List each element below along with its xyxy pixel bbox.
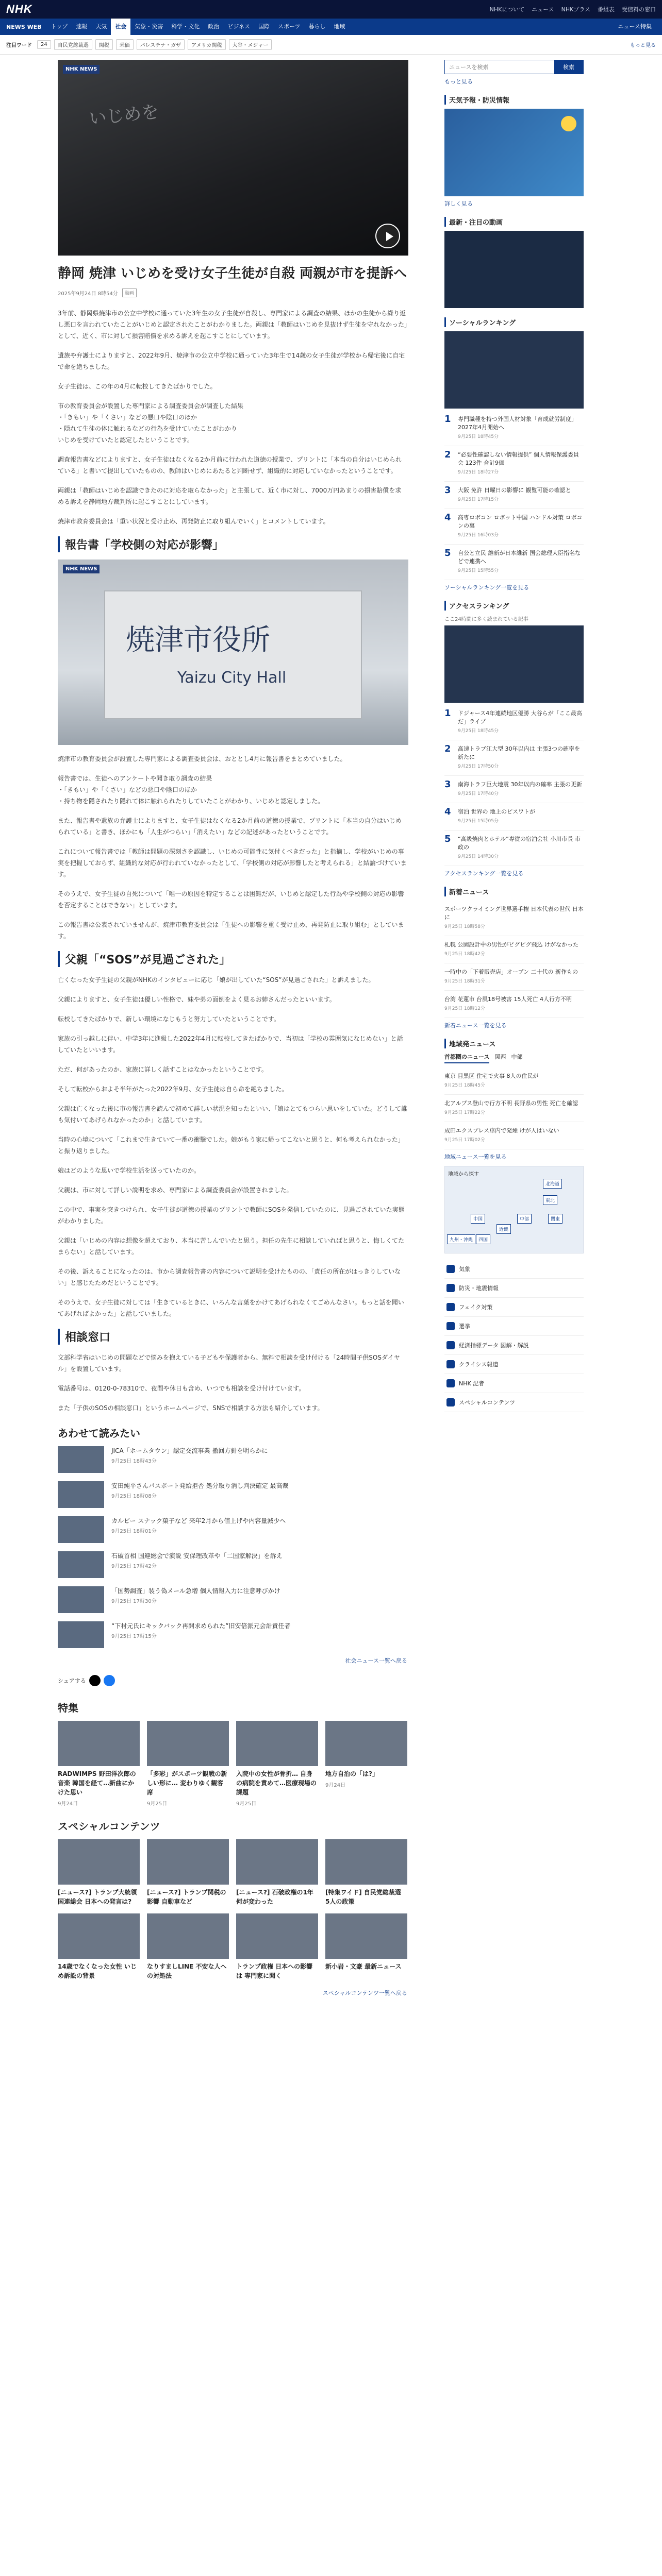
special-card[interactable] bbox=[58, 1839, 140, 1906]
news-item[interactable] bbox=[444, 936, 584, 963]
menu-icon bbox=[446, 1341, 455, 1349]
related-item[interactable] bbox=[58, 1551, 407, 1578]
tag[interactable]: パレスチナ・ガザ bbox=[137, 39, 185, 50]
ranking-date: 9月25日 18時45分 bbox=[458, 728, 499, 734]
rank-number: 5 bbox=[444, 548, 451, 558]
search-more-link[interactable]: もっと見る bbox=[444, 78, 473, 85]
feature-title: 「多彩」がスポーツ観戦の新しい形に… 変わりゆく観客席 bbox=[147, 1770, 227, 1796]
city-hall-photo bbox=[58, 560, 408, 745]
special-card[interactable] bbox=[325, 1913, 407, 1980]
rank-number: 5 bbox=[444, 834, 451, 844]
feature-image bbox=[236, 1721, 318, 1766]
related-item-date: 9月25日 18時43分 bbox=[111, 1459, 157, 1464]
menu-item[interactable] bbox=[444, 1317, 584, 1336]
feature-image bbox=[325, 1721, 407, 1766]
weather-title: 天気予報・防災情報 bbox=[444, 95, 584, 105]
local-news-title: 地域発ニュース bbox=[444, 1039, 584, 1048]
tag[interactable]: 大谷・メジャー bbox=[229, 39, 272, 50]
menu-label: 防災・地震情報 bbox=[459, 1285, 499, 1292]
special-card-title: [ニュース?] トランプ関税の影響 自動車など bbox=[147, 1889, 226, 1905]
hero-scrawl-text: いじめを bbox=[88, 101, 160, 129]
share-label: シェアする bbox=[58, 1677, 86, 1684]
search-input[interactable] bbox=[445, 60, 554, 74]
trending-tags bbox=[0, 35, 662, 55]
ranking-date: 9月25日 16時03分 bbox=[458, 533, 499, 538]
menu-icon bbox=[446, 1303, 455, 1311]
news-title: 札幌 公園設計中の男性がピグピグ飛込 けがなかった bbox=[444, 941, 578, 948]
paragraph: この報告書は公表されていませんが、焼津市教育委員会は「生徒への影響を重く受け止め、再発防止に取り組む」としています。 bbox=[58, 921, 404, 940]
news-item[interactable] bbox=[444, 1095, 584, 1122]
nhk-news-badge: NHK NEWS bbox=[63, 65, 100, 74]
ranking-date: 9月25日 14時30分 bbox=[458, 854, 499, 859]
section-heading: 報告書「学校側の対応が影響」 bbox=[58, 536, 407, 552]
nav-item[interactable]: 国際 bbox=[258, 23, 270, 30]
ranking-item[interactable] bbox=[444, 740, 584, 776]
news-title: 台湾 花蓮市 台風18号被害 15人死亡 4人行方不明 bbox=[444, 996, 572, 1003]
article-date: 2025年9月24日 8時54分 bbox=[58, 291, 118, 297]
ranking-image[interactable] bbox=[444, 331, 584, 409]
article-title: 静岡 焼津 いじめを受け女子生徒が自殺 両親が市を提訴へ bbox=[58, 266, 407, 281]
paragraph: 転校してきたばかりで、新しい環境になじもうと努力していたということです。 bbox=[58, 1015, 280, 1023]
menu-item[interactable] bbox=[444, 1260, 584, 1279]
tags-label: 注目ワード bbox=[6, 43, 32, 48]
paragraph: また「子供のSOSの相談窓口」というホームページで、SNSで相談する方法も紹介しています。 bbox=[58, 1404, 324, 1412]
special-image bbox=[236, 1913, 318, 1959]
related-item-date: 9月25日 18時08分 bbox=[111, 1494, 157, 1499]
ranking-title: 自公と立民 維新が日本維新 国会総理大臣指名などで連携へ bbox=[458, 550, 581, 565]
ranking-item[interactable] bbox=[444, 803, 584, 831]
paragraph: 調査報告書などによりますと、女子生徒はなくなる2か月前に行われた道徳の授業で、プリントに「本当の自分はいじめられている」と書いて提出していたものの、教師はいじめにあたると判断せず、組織的に対応していなかったということです。 bbox=[58, 456, 402, 474]
nav-item[interactable]: 気象・災害 bbox=[135, 23, 163, 30]
special-image bbox=[147, 1913, 229, 1959]
ranking-date: 9月25日 15時55分 bbox=[458, 568, 499, 573]
social-ranking-more[interactable]: ソーシャルランキング一覧を見る bbox=[444, 584, 529, 591]
related-item-title: 「国勢調査」装う偽メール急増 個人情報入力に注意呼びかけ bbox=[111, 1587, 280, 1595]
special-card-title: 新小岩・文豪 最新ニュース bbox=[325, 1963, 402, 1970]
ranking-item[interactable] bbox=[444, 482, 584, 509]
service-menu bbox=[444, 1260, 584, 1412]
play-icon[interactable] bbox=[375, 224, 400, 248]
weather-link[interactable]: 詳しく見る bbox=[444, 200, 473, 207]
paragraph: 文部科学省はいじめの問題などで悩みを抱えている子どもや保護者から、無料で相談を受け付ける「24時間子供SOSダイヤル」を設置しています。 bbox=[58, 1354, 400, 1372]
ranking-title: 南海トラフ巨大地震 30年以内の確率 主張の更新 bbox=[458, 781, 582, 788]
special-card[interactable] bbox=[147, 1913, 229, 1980]
special-card-title: トランプ政権 日本への影響は 専門家に聞く bbox=[236, 1963, 313, 1979]
news-item[interactable] bbox=[444, 1067, 584, 1095]
special-card-title: 14歳でなくなった女性 いじめ訴訟の背景 bbox=[58, 1963, 137, 1979]
feature-date: 9月25日 bbox=[147, 1801, 168, 1807]
paragraph: 電話番号は、0120-0-78310で、夜間や休日も含め、いつでも相談を受け付けています。 bbox=[58, 1385, 305, 1392]
ranking-item[interactable] bbox=[444, 776, 584, 803]
tag[interactable]: アメリカ関税 bbox=[188, 39, 225, 50]
region-button[interactable]: 北海道 bbox=[543, 1179, 562, 1189]
menu-label: 気象 bbox=[459, 1266, 470, 1273]
related-item-date: 9月25日 17時15分 bbox=[111, 1634, 157, 1639]
article-column bbox=[6, 55, 424, 2007]
top-nav-item[interactable]: 受信料の窓口 bbox=[622, 6, 656, 13]
news-date: 9月25日 18時42分 bbox=[444, 952, 485, 957]
nav-item[interactable]: 科学・文化 bbox=[171, 23, 200, 30]
region-button[interactable]: 東北 bbox=[543, 1195, 557, 1205]
paragraph: 遺族や弁護士によりますと、2022年9月、焼津市の公立中学校に通っていた3年生で14歳の女子生徒が学校から帰宅後に自宅で命を絶ちました。 bbox=[58, 352, 405, 370]
feature-image bbox=[58, 1721, 140, 1766]
related-item-date: 9月25日 18時01分 bbox=[111, 1529, 157, 1534]
access-ranking-title: アクセスランキング bbox=[444, 601, 584, 611]
nav-item[interactable]: スポーツ bbox=[277, 23, 301, 30]
paragraph: ただ、何があったのか、家族に詳しく話すことはなかったということです。 bbox=[58, 1066, 268, 1073]
news-title: 北アルプス登山で行方不明 長野県の男性 死亡を確認 bbox=[444, 1100, 578, 1107]
region-button[interactable]: 関東 bbox=[548, 1214, 562, 1224]
region-button[interactable]: 九州・沖縄 bbox=[447, 1234, 475, 1244]
ranking-date: 9月25日 18時27分 bbox=[458, 470, 499, 475]
menu-label: 経済指標データ 図解・解説 bbox=[459, 1342, 529, 1349]
related-item-date: 9月25日 17時42分 bbox=[111, 1564, 157, 1569]
menu-label: フェイク対策 bbox=[459, 1304, 493, 1311]
related-item-title: 安田純平さんパスポート発給拒否 処分取り消し判決確定 最高裁 bbox=[111, 1482, 289, 1489]
live-title: 最新・注目の動画 bbox=[444, 217, 584, 227]
menu-item[interactable] bbox=[444, 1393, 584, 1412]
paragraph: これについて報告書では「教師は問題の深刻さを認識し、いじめの可能性に気付くべきだった」と指摘し、学校がいじめの事実を把握しておらず、組織的な対応が行われていなかったとして、「学校側の対応が影響したと考えられる」と結論づけています。 bbox=[58, 848, 407, 878]
feature-title: 地方自治の「は?」 bbox=[325, 1770, 378, 1777]
thumbnail bbox=[58, 1586, 104, 1613]
ranking-date: 9月25日 17時50分 bbox=[458, 764, 499, 769]
special-image bbox=[58, 1839, 140, 1885]
news-title: スポーツクライミング世界選手権 日本代表の世代 日本に bbox=[444, 906, 584, 921]
thumbnail bbox=[58, 1481, 104, 1508]
menu-item[interactable] bbox=[444, 1336, 584, 1355]
paragraph: 当時の心境について「これまで生きていて一番の衝撃でした。娘がもう家に帰ってこないと思うと、何も考えられなかった」と振り返りました。 bbox=[58, 1136, 404, 1155]
feature-date: 9月25日 bbox=[236, 1801, 257, 1807]
menu-icon bbox=[446, 1360, 455, 1368]
ranking-image[interactable] bbox=[444, 625, 584, 703]
tab-local[interactable]: 首都圏のニュース bbox=[444, 1053, 489, 1063]
x-icon[interactable] bbox=[89, 1675, 101, 1686]
ranking-item[interactable] bbox=[444, 545, 584, 580]
live-video[interactable] bbox=[444, 231, 584, 308]
news-date: 9月25日 17時02分 bbox=[444, 1138, 485, 1143]
ranking-title: “必要性確認しない情報提供” 個人情報保護委員会 123件 合計9億 bbox=[458, 451, 579, 466]
paragraph: 3年前、静岡県焼津市の公立中学校に通っていた3年生の女子生徒が自殺し、専門家による調査の結果、ほかの生徒から繰り返し悪口を言われていたことがいじめと認定されたことがわかりました。両親は「教師はいじめを見抜けず生徒を守れなかった」として、近く、市に対して損害賠償を求める訴えを起こすことにしています。 bbox=[58, 310, 408, 340]
news-web-brand[interactable]: NEWS WEB bbox=[6, 23, 42, 30]
sun-icon bbox=[561, 116, 576, 131]
paragraph: 父親は亡くなった後に市の報告書を読んで初めて詳しい状況を知ったといい、「娘はとてもつらい思いをしていた。どうして誰も気付いてあげられなかったのか」と話しています。 bbox=[58, 1105, 408, 1124]
ranking-title: 高専ロボコン ロボット中国 ハンドル対策 ロボコンの裏 bbox=[458, 514, 583, 529]
video-badge: 動画 bbox=[122, 289, 137, 297]
paragraph: 父親は、市に対して詳しい説明を求め、専門家による調査委員会が設置されました。 bbox=[58, 1187, 293, 1194]
menu-item[interactable] bbox=[444, 1355, 584, 1374]
special-image bbox=[325, 1913, 407, 1959]
local-news-more[interactable]: 地域ニュース一覧を見る bbox=[444, 1154, 507, 1160]
ranking-title: “高級焼肉とホテル”専従の宿泊会社 小川市長 市政の bbox=[458, 836, 581, 851]
nav-item[interactable]: 天気 bbox=[95, 23, 107, 30]
paragraph: 報告書では、生徒へのアンケートや聞き取り調査の結果 ・「きもい」や「くさい」などの悪口や陰口のほか ・持ち物を隠されたり隠れて体に触れられたりしていたことがわかり、いじめと認定しました。 bbox=[58, 775, 324, 805]
features-title: 特集 bbox=[58, 1702, 78, 1714]
tag[interactable]: 米価 bbox=[116, 39, 134, 50]
feature-card[interactable] bbox=[58, 1721, 140, 1807]
special-card[interactable] bbox=[236, 1839, 318, 1906]
special-card[interactable] bbox=[236, 1913, 318, 1980]
thumbnail bbox=[58, 1621, 104, 1648]
special-image bbox=[236, 1839, 318, 1885]
news-title: 東京 目黒区 住宅で火事 8人の住民が bbox=[444, 1073, 539, 1079]
news-date: 9月25日 18時31分 bbox=[444, 979, 485, 984]
thumbnail bbox=[58, 1446, 104, 1473]
share-bar bbox=[58, 1675, 407, 1686]
related-item[interactable] bbox=[58, 1481, 407, 1508]
access-ranking-more[interactable]: アクセスランキング一覧を見る bbox=[444, 870, 524, 877]
rank-number: 1 bbox=[444, 708, 451, 719]
news-item[interactable] bbox=[444, 901, 584, 936]
rank-number: 4 bbox=[444, 512, 451, 523]
signboard-jp: 焼津市役所 bbox=[126, 623, 270, 657]
news-item[interactable] bbox=[444, 1122, 584, 1149]
news-item[interactable] bbox=[444, 991, 584, 1018]
special-card-title: [ニュース?] トランプ大統領 国連総会 日本への発言は? bbox=[58, 1889, 137, 1905]
menu-icon bbox=[446, 1322, 455, 1330]
rank-number: 3 bbox=[444, 485, 451, 496]
news-date: 9月25日 18時58分 bbox=[444, 924, 485, 929]
ranking-title: 大阪 免許 日曜日の影響に 観覧可能の確認と bbox=[458, 487, 571, 494]
related-item-title: 石破首相 国連総会で演説 安保理改革や「二国家解決」を訴え bbox=[111, 1552, 283, 1560]
menu-icon bbox=[446, 1379, 455, 1387]
paragraph: この中で、事実を突きつけられ、女子生徒が道徳の授業のプリントで教師にSOSを発信していたのに、見過ごされていた実態がわかりました。 bbox=[58, 1206, 405, 1225]
rank-number: 1 bbox=[444, 414, 451, 425]
region-map bbox=[444, 1166, 584, 1253]
feature-title: 入院中の女性が骨折… 自身の病院を責めて…医療現場の課題 bbox=[236, 1770, 317, 1796]
news-date: 9月25日 18時45分 bbox=[444, 1083, 485, 1088]
special-card[interactable] bbox=[325, 1839, 407, 1906]
region-button[interactable]: 中部 bbox=[517, 1214, 532, 1224]
paragraph: 市の教育委員会が設置した専門家による調査委員会が調査した結果 ・「きもい」や「くさい」などの悪口や陰口のほか ・隠れて生徒の体に触れるなどの行為を受けていたことがわかり いじめを受けていたと認定したということです。 bbox=[58, 402, 244, 444]
ranking-title: 高速トラブ江大型 30年以内は 主張3つの確率を新たに bbox=[458, 745, 580, 760]
related-item[interactable] bbox=[58, 1446, 407, 1473]
menu-label: NHK 記者 bbox=[459, 1380, 485, 1387]
local-news-list bbox=[444, 1067, 584, 1149]
tags-more-link[interactable]: もっと見る bbox=[630, 43, 656, 48]
hero-video[interactable] bbox=[58, 60, 408, 256]
news-date: 9月25日 18時12分 bbox=[444, 1006, 485, 1011]
menu-label: 選挙 bbox=[459, 1323, 470, 1330]
feature-date: 9月24日 bbox=[58, 1801, 78, 1807]
related-item[interactable] bbox=[58, 1516, 407, 1543]
related-item-title: JICA「ホームタウン」認定交流事業 撤回方針を明らかに bbox=[111, 1447, 268, 1454]
search-box bbox=[444, 60, 584, 74]
special-image bbox=[325, 1839, 407, 1885]
menu-label: クライシス報道 bbox=[459, 1361, 499, 1368]
related-item[interactable] bbox=[58, 1586, 407, 1613]
thumbnail bbox=[58, 1516, 104, 1543]
article-body bbox=[58, 308, 407, 1414]
paragraph: 亡くなった女子生徒の父親がNHKのインタビューに応じ「娘が出していた“SOS”が見過ごされた」と訴えました。 bbox=[58, 976, 375, 984]
signboard bbox=[104, 590, 362, 719]
region-button[interactable]: 中国 bbox=[471, 1214, 485, 1224]
tag[interactable]: 24 bbox=[37, 40, 51, 49]
special-image bbox=[58, 1913, 140, 1959]
ranking-item[interactable] bbox=[444, 411, 584, 446]
article-meta bbox=[58, 289, 407, 297]
local-tabs bbox=[444, 1053, 584, 1063]
news-title: 一時中の「下着販売店」オープン 二十代の 新作もの bbox=[444, 969, 578, 975]
facebook-icon[interactable] bbox=[104, 1675, 115, 1686]
top-nav bbox=[490, 5, 656, 13]
access-ranking-sub: ここ24時間に多く読まれている記事 bbox=[444, 617, 528, 622]
special-card-title: [特集ワイド] 自民党総裁選 5人の政策 bbox=[325, 1889, 401, 1905]
menu-item[interactable] bbox=[444, 1298, 584, 1317]
ranking-item[interactable] bbox=[444, 705, 584, 740]
region-button[interactable]: 近畿 bbox=[496, 1224, 511, 1234]
paragraph: その後、訴えることになったのは、市から調査報告書の内容について説明を受けたものの、「責任の所在がはっきりしていない」と感じたためだということです。 bbox=[58, 1268, 401, 1286]
social-ranking-title: ソーシャルランキング bbox=[444, 317, 584, 327]
nav-item[interactable]: 地域 bbox=[334, 23, 345, 30]
section-heading: 父親「“SOS”が見過ごされた」 bbox=[58, 951, 407, 967]
feature-card[interactable] bbox=[236, 1721, 318, 1807]
feature-title: RADWIMPS 野田洋次郎の音楽 韓国を経て…新曲にかけた思い bbox=[58, 1770, 136, 1796]
paragraph: 両親は「教師はいじめを認識できたのに対応を取らなかった」と主張して、近く市に対し、7000万円あまりの損害賠償を求める訴えを静岡地方裁判所に起こすことにしています。 bbox=[58, 487, 402, 505]
paragraph: 父親によりますと、女子生徒は優しい性格で、妹や弟の面倒をよく見るお姉さんだったといいます。 bbox=[58, 996, 336, 1003]
feature-card[interactable] bbox=[325, 1721, 407, 1807]
feature-card[interactable] bbox=[147, 1721, 229, 1807]
map-title: 地域から探す bbox=[448, 1172, 479, 1177]
ranking-item[interactable] bbox=[444, 446, 584, 482]
rank-number: 3 bbox=[444, 779, 451, 790]
search-button[interactable]: 検索 bbox=[554, 60, 583, 74]
menu-item[interactable] bbox=[444, 1279, 584, 1298]
weather-map[interactable] bbox=[444, 109, 584, 196]
ranking-item[interactable] bbox=[444, 831, 584, 866]
paragraph: 父親は「いじめの内容は想像を超えており、本当に苦しんでいたと思う。担任の先生に相談していればと思うと、悔しくてたまらない」と話しています。 bbox=[58, 1237, 405, 1256]
new-news-list bbox=[444, 901, 584, 1018]
new-news-more[interactable]: 新着ニュース一覧を見る bbox=[444, 1022, 507, 1029]
tab-local[interactable]: 中部 bbox=[511, 1054, 523, 1060]
special-card-title: [ニュース?] 石破政権の1年 何が変わった bbox=[236, 1889, 313, 1905]
paragraph: そのうえで、女子生徒の自死について「唯一の原因を特定することは困難だが、いじめと認定した行為や学校側の対応の影響を否定することはできない」としています。 bbox=[58, 890, 404, 909]
rank-number: 2 bbox=[444, 449, 451, 460]
back-to-list-link[interactable]: 社会ニュース一覧へ戻る bbox=[345, 1657, 407, 1664]
special-more-link[interactable]: スペシャルコンテンツ一覧へ戻る bbox=[322, 1990, 407, 1996]
special-image bbox=[147, 1839, 229, 1885]
ranking-title: 宿泊 世界の 地上のピスワトが bbox=[458, 808, 535, 815]
access-ranking-list bbox=[444, 705, 584, 866]
news-title: 成田エクスプレス車内で発煙 けが人はいない bbox=[444, 1127, 559, 1134]
special-card-title: なりすましLINE 不安な人への対処法 bbox=[147, 1963, 227, 1979]
tag[interactable]: 関税 bbox=[95, 39, 113, 50]
paragraph: 焼津市の教育委員会が設置した専門家による調査委員会は、おととし4月に報告書をまとめていました。 bbox=[58, 755, 346, 762]
related-item-title: カルビー スナック菓子など 来年2月から値上げや内容量減少へ bbox=[111, 1517, 286, 1524]
features-grid bbox=[58, 1721, 407, 1807]
section-heading: 相談窓口 bbox=[58, 1329, 407, 1345]
special-title: スペシャルコンテンツ bbox=[58, 1820, 160, 1833]
special-card[interactable] bbox=[58, 1913, 140, 1980]
nav-item[interactable]: 暮らし bbox=[308, 23, 326, 30]
category-nav bbox=[0, 19, 662, 35]
nav-item[interactable]: トップ bbox=[51, 23, 68, 30]
paragraph: 家族の引っ越しに伴い、中学3年に進級した2022年4月に転校してきたばかりで、当初は「学校の雰囲気になじめない」と話していたといいます。 bbox=[58, 1035, 403, 1054]
thumbnail bbox=[58, 1551, 104, 1578]
social-ranking-list bbox=[444, 411, 584, 580]
paragraph: また、報告書や遺族の弁護士によりますと、女子生徒はなくなる2か月前の道徳の授業で、プリントに「本当の自分はいじめられている」と書き、ほかにも「人生がつらい」「消えたい」などの記述があったということです。 bbox=[58, 817, 402, 836]
nav-item-active[interactable]: 社会 bbox=[111, 19, 130, 35]
tag[interactable]: 自民党総裁選 bbox=[54, 39, 92, 50]
news-date: 9月25日 17時22分 bbox=[444, 1110, 485, 1115]
ranking-date: 9月25日 17時15分 bbox=[458, 497, 499, 502]
nhk-news-badge: NHK NEWS bbox=[63, 565, 100, 573]
related-title: あわせて読みたい bbox=[58, 1427, 140, 1439]
new-news-title: 新着ニュース bbox=[444, 887, 584, 896]
rank-number: 4 bbox=[444, 806, 451, 817]
top-nav-item[interactable]: 番組表 bbox=[598, 6, 615, 13]
feature-date: 9月24日 bbox=[325, 1783, 346, 1788]
nav-item[interactable]: 政治 bbox=[208, 23, 220, 30]
ranking-title: ドジャース4年連続地区優勝 大谷らが「ここ最高だ」ライブ bbox=[458, 710, 582, 725]
nav-item[interactable]: 速報 bbox=[76, 23, 88, 30]
news-item[interactable] bbox=[444, 963, 584, 991]
nhk-logo[interactable]: NHK bbox=[6, 3, 32, 15]
top-nav-item[interactable]: NHKについて bbox=[489, 6, 525, 13]
ranking-date: 9月25日 18時45分 bbox=[458, 434, 499, 439]
paragraph: 娘はどのような思いで学校生活を送っていたのか。 bbox=[58, 1167, 201, 1174]
menu-item[interactable] bbox=[444, 1374, 584, 1393]
nav-item[interactable]: ビジネス bbox=[227, 23, 250, 30]
sidebar bbox=[444, 55, 584, 2007]
nav-item-features[interactable]: ニュース特集 bbox=[618, 23, 652, 30]
menu-icon bbox=[446, 1265, 455, 1273]
menu-label: スペシャルコンテンツ bbox=[459, 1399, 516, 1406]
ranking-item[interactable] bbox=[444, 509, 584, 545]
paragraph: 女子生徒は、この年の4月に転校してきたばかりでした。 bbox=[58, 383, 217, 390]
top-bar bbox=[0, 0, 662, 19]
paragraph: 焼津市教育委員会は「重い状況と受け止め、再発防止に取り組んでいく」とコメントしています。 bbox=[58, 518, 329, 525]
special-grid bbox=[58, 1839, 407, 1980]
related-item-date: 9月25日 17時30分 bbox=[111, 1599, 157, 1604]
top-nav-item[interactable]: NHKプラス bbox=[561, 6, 590, 13]
region-button[interactable]: 四国 bbox=[476, 1234, 490, 1244]
paragraph: そして転校からおよそ半年がたった2022年9月、女子生徒は自ら命を絶ちました。 bbox=[58, 1086, 288, 1093]
feature-image bbox=[147, 1721, 229, 1766]
menu-icon bbox=[446, 1398, 455, 1406]
ranking-title: 専門職種を持つ外国人材対象「育成就労制度」2027年4月開始へ bbox=[458, 416, 577, 431]
ranking-date: 9月25日 17時40分 bbox=[458, 791, 499, 796]
related-item[interactable] bbox=[58, 1621, 407, 1648]
rank-number: 2 bbox=[444, 743, 451, 754]
signboard-en: Yaizu City Hall bbox=[177, 669, 287, 687]
top-nav-item[interactable]: ニュース bbox=[532, 6, 554, 13]
menu-icon bbox=[446, 1284, 455, 1292]
paragraph: そのうえで、女子生徒に対しては「生きているときに、いろんな言葉をかけてあげられなくてごめんなさい。もっと話を聞いてあげればよかった」と話していました。 bbox=[58, 1299, 404, 1317]
ranking-date: 9月25日 15時05分 bbox=[458, 819, 499, 824]
related-item-title: “下村元氏にキックバック再開求められた”旧安倍派元会計責任者 bbox=[111, 1622, 291, 1630]
tab-local[interactable]: 関西 bbox=[494, 1054, 506, 1060]
special-card[interactable] bbox=[147, 1839, 229, 1906]
